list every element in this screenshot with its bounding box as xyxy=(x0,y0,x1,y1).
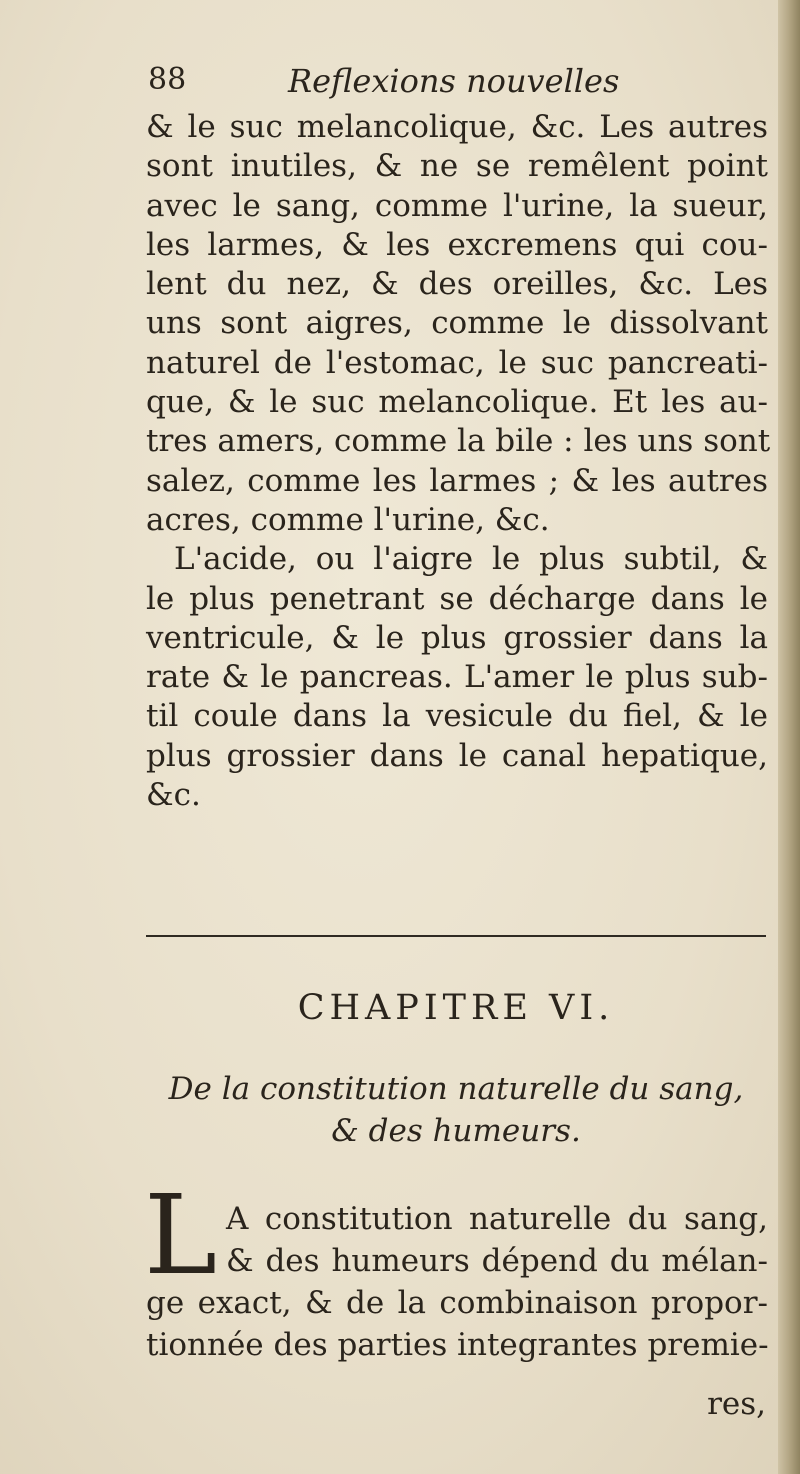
text-line: acres, comme l'urine, &c. xyxy=(146,501,550,538)
text-line: le plus penetrant se décharge dans le xyxy=(146,580,768,617)
text-line: A constitution naturelle du sang, xyxy=(226,1201,768,1237)
text-line: L'acide, ou l'aigre le plus subtil, & xyxy=(174,541,768,578)
text-line: lent du nez, & des oreilles, &c. Les xyxy=(146,266,768,303)
catchword: res, xyxy=(707,1386,766,1422)
text-line: ventricule, & le plus grossier dans la xyxy=(146,619,768,656)
body-text xyxy=(146,108,771,815)
text-line: tres amers, comme la bile : les uns sont xyxy=(146,423,771,460)
text-line: que, & le suc melancolique. Et les au- xyxy=(146,384,768,421)
section-divider xyxy=(146,935,766,937)
chapter-subtitle xyxy=(146,1068,766,1152)
chapter-paragraph xyxy=(146,1198,768,1366)
running-title: Reflexions nouvelles xyxy=(288,62,620,100)
text-line: rate & le pancreas. L'amer le plus sub- xyxy=(146,659,768,696)
chapter-subtitle-line: & des humeurs. xyxy=(331,1113,581,1149)
chapter-subtitle-line: De la constitution naturelle du sang, xyxy=(168,1071,744,1107)
text-line: plus grossier dans le canal hepatique, xyxy=(146,737,768,774)
text-line: salez, comme les larmes ; & les autres xyxy=(146,462,768,499)
page-gutter-shadow xyxy=(778,0,800,1474)
chapter-heading: CHAPITRE VI. xyxy=(297,988,615,1028)
text-line: &c. xyxy=(146,777,201,814)
text-line: avec le sang, comme l'urine, la sueur, xyxy=(146,187,768,224)
text-line: til coule dans la vesicule du fiel, & le xyxy=(146,698,768,735)
text-line: & le suc melancolique, &c. Les autres xyxy=(146,109,768,145)
text-line: sont inutiles, & ne se remêlent point xyxy=(146,148,768,185)
text-line: tionnée des parties integrantes premie- xyxy=(146,1327,769,1363)
drop-cap: L xyxy=(144,1171,218,1299)
text-line: & des humeurs dépend du mélan- xyxy=(226,1243,768,1279)
text-line: les larmes, & les excremens qui cou- xyxy=(146,226,768,263)
text-line: ge exact, & de la combinaison propor- xyxy=(146,1285,768,1321)
text-line: naturel de l'estomac, le suc pancreati- xyxy=(146,344,768,381)
page-header xyxy=(148,62,768,106)
page-number: 88 xyxy=(148,62,187,97)
text-line: uns sont aigres, comme le dissolvant xyxy=(146,305,768,342)
